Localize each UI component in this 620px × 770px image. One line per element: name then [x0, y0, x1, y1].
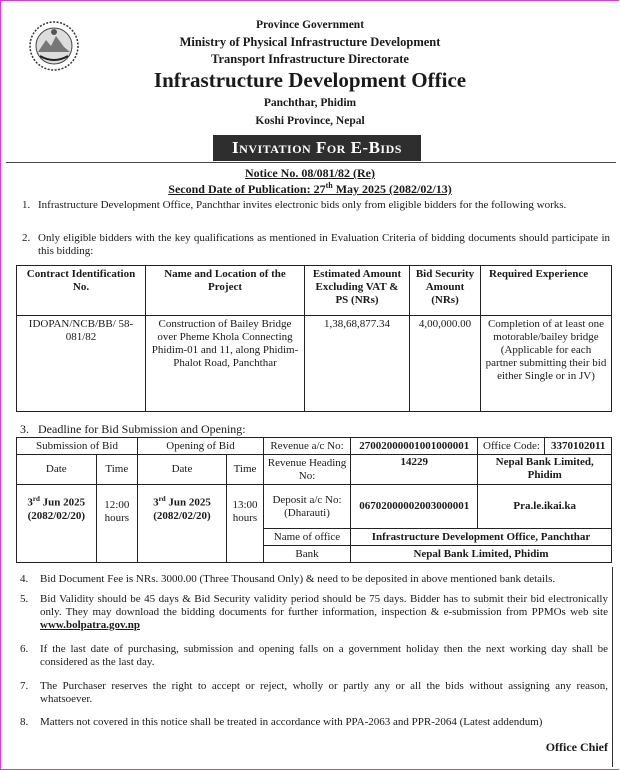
opening-time: 13:00 hours: [227, 485, 264, 563]
column-header: Estimated Amount Excluding VAT & PS (NRs): [305, 266, 410, 316]
note-8: Matters not covered in this notice shall be treated in accordance with PPA-2063 and PPR-2064 (Latest addendum): [40, 716, 543, 728]
revenue-ac-number: 27002000001001000001: [351, 438, 478, 455]
date-header: Date: [17, 455, 97, 485]
header-location: Panchthar, Phidim: [263, 97, 357, 109]
deadline-table: [16, 437, 612, 563]
office-code-label: Office Code:: [478, 438, 545, 455]
item-number: 8.: [20, 716, 29, 728]
intro-paragraph-2: Only eligible bidders with the key qualifications as mentioned in Evaluation Criteria of bidding documents should participate in this bidding:: [38, 232, 610, 257]
header-ministry: Ministry of Physical Infrastructure Development: [179, 35, 441, 49]
table-row: [17, 316, 612, 412]
header-province: Province Government: [255, 19, 365, 31]
column-header: Name and Location of the Project: [146, 266, 305, 316]
column-header: Contract Identification No.: [17, 266, 146, 316]
item-number: 6.: [20, 643, 29, 655]
item-number: 4.: [20, 573, 29, 585]
revenue-heading-number: 14229: [351, 455, 478, 485]
header-directorate: Transport Infrastructure Directorate: [211, 52, 409, 66]
note-5: Bid Validity should be 45 days & Bid Security validity period should be 75 days. Bidder has to submit their bid electronically only. They may download the bidding documents for further information, inspection & e-submission from PPMOs web site www.bolpatra.gov.np: [40, 593, 608, 631]
submission-header: Submission of Bid: [17, 438, 138, 455]
deposit-ac-label: Deposit a/c No: (Dharauti): [264, 485, 351, 529]
item-number: 7.: [20, 680, 29, 692]
time-header: Time: [96, 455, 137, 485]
opening-header: Opening of Bid: [138, 438, 264, 455]
submission-date: 3rd Jun 2025 (2082/02/20): [17, 485, 97, 563]
item-number: 2.: [22, 232, 31, 244]
bid-security-amount: 4,00,000.00: [410, 316, 481, 412]
item-number: 1.: [22, 199, 31, 211]
bank-label: Bank: [264, 546, 351, 563]
publication-date: Second Date of Publication: 27th May 2025 (2082/02/13): [168, 181, 452, 196]
invitation-banner: Invitation For E-Bids: [213, 135, 421, 161]
contract-table: [16, 265, 612, 412]
divider: [6, 162, 616, 163]
office-code: 3370102011: [545, 438, 612, 455]
deposit-ac-name: Pra.le.ikai.ka: [478, 485, 612, 529]
notice-number: Notice No. 08/081/82 (Re): [245, 166, 375, 180]
bank-name: Nepal Bank Limited, Phidim: [351, 546, 612, 563]
office-name-label: Name of office: [264, 529, 351, 546]
revenue-ac-label: Revenue a/c No:: [264, 438, 351, 455]
contract-id: IDOPAN/NCB/BB/ 58-081/82: [17, 316, 146, 412]
column-header: Bid Security Amount (NRs): [410, 266, 481, 316]
note-6: If the last date of purchasing, submission and opening falls on a government holiday then the next working day shall be considered as the last day.: [40, 643, 608, 668]
header-province-name: Koshi Province, Nepal: [255, 115, 365, 127]
table-header-row: [17, 266, 612, 316]
submission-time: 12:00 hours: [96, 485, 137, 563]
time-header: Time: [227, 455, 264, 485]
intro-paragraph-1: Infrastructure Development Office, Panchthar invites electronic bids only from eligible bidders for the following works.: [38, 199, 567, 211]
bolpatra-link[interactable]: www.bolpatra.gov.np: [40, 619, 140, 631]
header-office-title: Infrastructure Development Office: [153, 68, 467, 92]
divider: [612, 567, 613, 767]
estimated-amount: 1,38,68,877.34: [305, 316, 410, 412]
item-number: 3.: [20, 422, 29, 436]
deposit-ac-number: 06702000002003000001: [351, 485, 478, 529]
office-name: Infrastructure Development Office, Panchthar: [351, 529, 612, 546]
column-header: Required Experience: [481, 266, 612, 316]
note-4: Bid Document Fee is NRs. 3000.00 (Three Thousand Only) & need to be deposited in above mentioned bank details.: [40, 573, 556, 585]
project-name: Construction of Bailey Bridge over Pheme Khola Connecting Phidim-01 and 11, along Phidim-Phalot Road, Panchthar: [146, 316, 305, 412]
bank-name-top: Nepal Bank Limited, Phidim: [478, 455, 612, 485]
revenue-heading-label: Revenue Heading No:: [264, 455, 351, 485]
date-header: Date: [138, 455, 227, 485]
deadline-title: Deadline for Bid Submission and Opening:: [38, 422, 246, 436]
required-experience: Completion of at least one motorable/bailey bridge (Applicable for each partner submitting their bid either Single or in JV): [481, 316, 612, 412]
note-7: The Purchaser reserves the right to accept or reject, wholly or partly any or all the bids without assigning any reason, whatsoever.: [40, 680, 608, 705]
opening-date: 3rd Jun 2025 (2082/02/20): [138, 485, 227, 563]
signature: Office Chief: [545, 740, 608, 754]
item-number: 5.: [20, 593, 29, 605]
